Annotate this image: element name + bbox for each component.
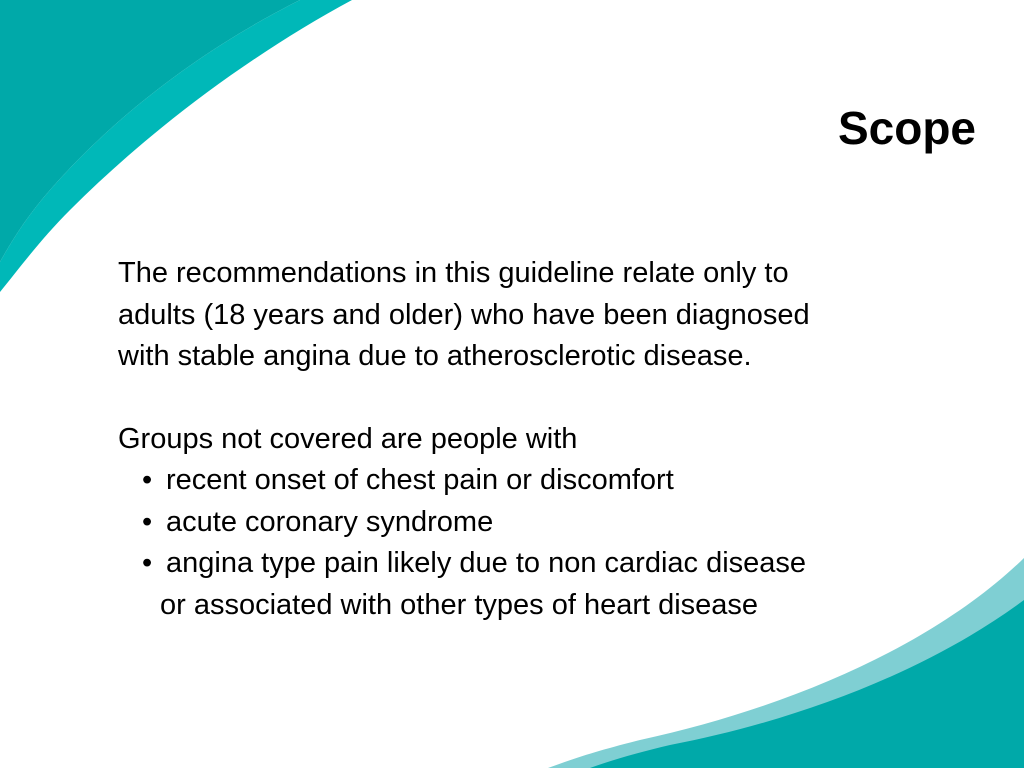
- bullet-icon: •: [142, 547, 153, 579]
- bullet-continuation-text: or associated with other types of heart disease: [160, 588, 759, 621]
- intro-paragraph: [118, 253, 958, 378]
- bullet-icon: •: [142, 464, 153, 496]
- bullet-list: [118, 460, 958, 585]
- intro-line: with stable angina due to atherosclerotic disease.: [118, 340, 752, 372]
- groups-intro: Groups not covered are people with: [118, 422, 578, 455]
- list-item: [118, 502, 958, 544]
- intro-line: The recommendations in this guideline relate only to: [118, 257, 789, 289]
- list-item: [118, 460, 958, 502]
- bullet-text: recent onset of chest pain or discomfort: [166, 464, 674, 496]
- slide-title: Scope: [837, 102, 976, 154]
- bullet-icon: •: [142, 505, 153, 538]
- groups-section: [118, 419, 958, 627]
- intro-line: adults (18 years and older) who have been diagnosed: [118, 298, 810, 331]
- slide-body: [118, 253, 958, 626]
- bullet-text: acute coronary syndrome: [166, 505, 494, 538]
- bullet-text: angina type pain likely due to non cardiac disease: [166, 547, 807, 579]
- list-item: [118, 543, 958, 585]
